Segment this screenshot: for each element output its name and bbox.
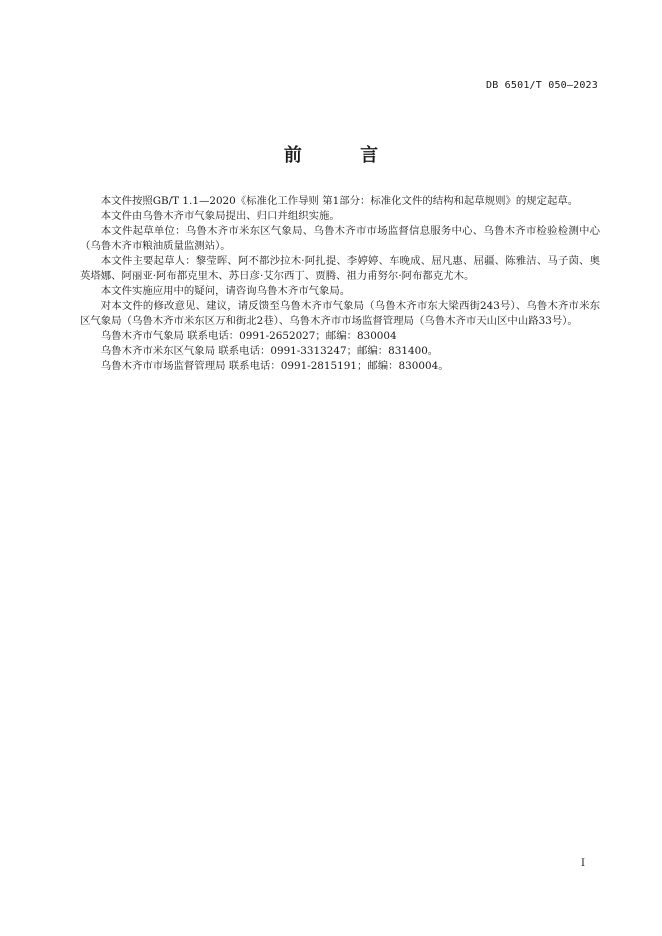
paragraph-proposer: 本文件由乌鲁木齐市气象局提出、归口并组织实施。: [100, 210, 340, 222]
document-code: DB 6501/T 050—2023: [486, 80, 598, 91]
paragraph-drafting-rules: 本文件按照GB/T 1.1—2020《标准化工作导则 第1部分：标准化文件的结构和起草规则》的规定起草。: [100, 195, 579, 207]
paragraph-drafters: 本文件主要起草人：黎莹晖、阿不都沙拉木·阿扎提、李婷婷、车晚成、屈凡惠、屈疆、陈雅洁、马子茵、奥英塔娜、阿丽亚·阿布都克里木、苏日彦·艾尔西丁、贾腾、祖力甫努尔·阿布都克尤木。: [80, 255, 600, 282]
contact-line-midong-bureau: 乌鲁木齐市米东区气象局 联系电话：0991-3313247；邮编：831400。: [100, 345, 439, 357]
contact-line-market-supervision: 乌鲁木齐市市场监督管理局 联系电话：0991-2815191；邮编：830004。: [100, 360, 449, 372]
document-body: [80, 194, 600, 374]
contact-line-meteorological-bureau: 乌鲁木齐市气象局 联系电话：0991-2652027；邮编：830004: [100, 330, 397, 342]
paragraph-drafting-units: 本文件起草单位：乌鲁木齐市米东区气象局、乌鲁木齐市市场监督信息服务中心、乌鲁木齐市检验检测中心（乌鲁木齐市粮油质量监测站）。: [80, 225, 600, 252]
paragraph-inquiries: 本文件实施应用中的疑问，请咨询乌鲁木齐市气象局。: [100, 285, 351, 297]
page-number: I: [581, 858, 585, 869]
page-title: 前 言: [283, 145, 405, 166]
paragraph-feedback: 对本文件的修改意见、建议，请反馈至乌鲁木齐市气象局（乌鲁木齐市东大梁西街243号）、乌鲁木齐市米东区气象局（乌鲁木齐市米东区万和街北2巷）、乌鲁木齐市市场监督管理局（乌鲁木齐市天山区中山路33号）。: [80, 300, 600, 327]
